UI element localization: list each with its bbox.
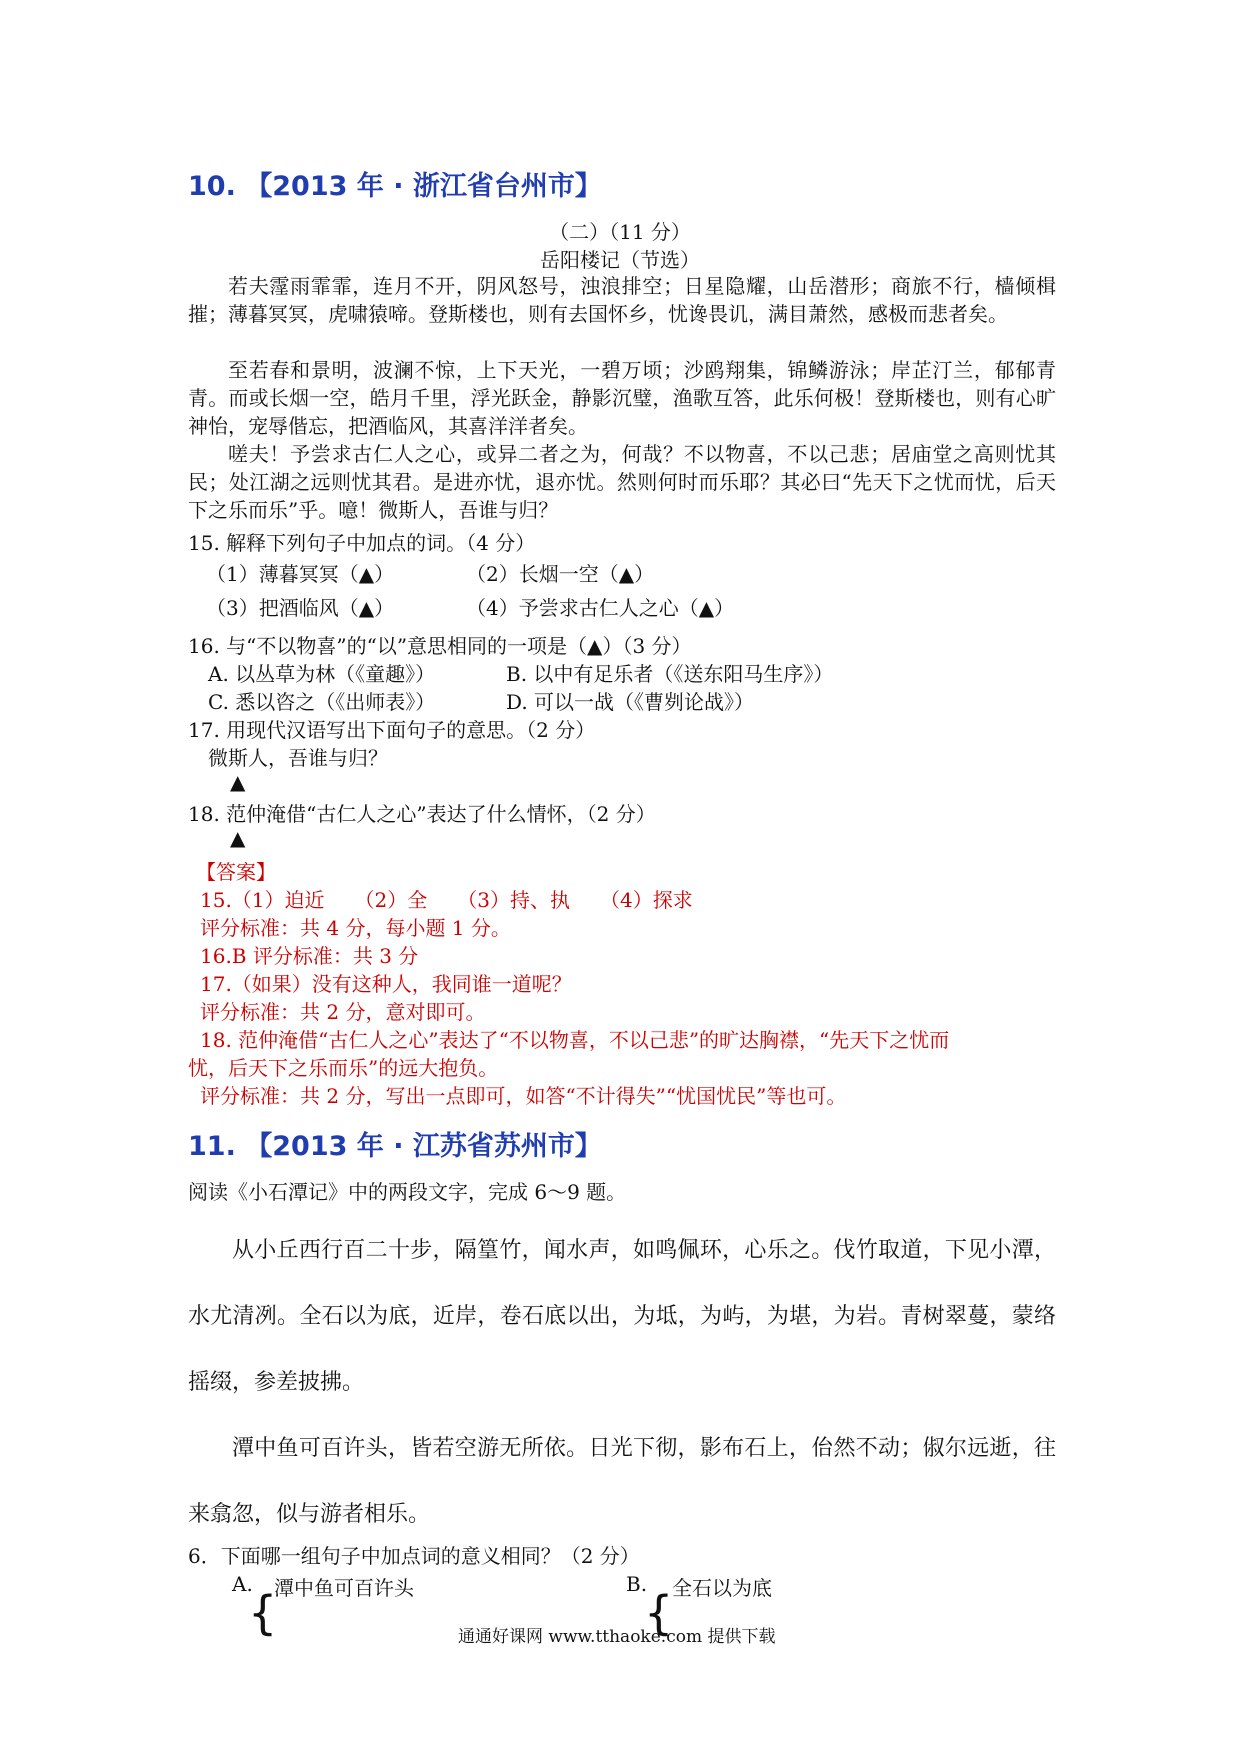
question-15-item-2: （2）长烟一空（▲） [466, 562, 655, 586]
section-11-title: 【2013 年 · 江苏省苏州市】 [245, 1131, 602, 1162]
question-6-option-a-text: 潭中鱼可百许头 [274, 1576, 414, 1600]
question-15-item-1: （1）薄暮冥冥（▲） [206, 562, 395, 586]
question-16-option-b: B. 以中有足乐者（《送东阳马生序》） [506, 662, 834, 686]
question-17-answer-blank: ▲ [230, 770, 246, 794]
question-16-option-a: A. 以丛草为林（《童趣》） [208, 662, 436, 686]
question-16-option-d: D. 可以一战（《曹刿论战》） [506, 690, 755, 714]
question-6-stem: 6．下面哪一组句子中加点词的意义相同？（2 分） [188, 1544, 640, 1568]
passage-paragraph-3: 嗟夫！予尝求古仁人之心，或异二者之为，何哉？不以物喜，不以己悲；居庙堂之高则忧其民；处江湖之远则忧其君。是进亦忧，退亦忧。然则何时而乐耶？其必曰“先天下之忧而忧，后天下之乐而乐”乎。噫！微斯人，吾谁与归？ [188, 442, 1056, 522]
question-15-item-3: （3）把酒临风（▲） [206, 596, 395, 620]
passage-title: 岳阳楼记（节选） [540, 248, 700, 272]
section-10-heading [188, 164, 602, 203]
answer-line-16: 16.B 评分标准：共 3 分 [200, 944, 419, 968]
section-11-heading [188, 1124, 602, 1163]
answer-label: 【答案】 [196, 860, 276, 884]
page-footer: 通通好课网 www.tthaoke.com 提供下载 [458, 1627, 776, 1647]
xiaoshitan-paragraph-2: 潭中鱼可百许头，皆若空游无所依。日光下彻，影布石上，佁然不动；俶尔远逝，往来翕忽，似与游者相乐。 [188, 1436, 1056, 1527]
answer-line-17: 17.（如果）没有这种人，我同谁一道呢？ [200, 972, 572, 996]
question-6-option-a-label: A. [232, 1572, 253, 1596]
answer-scoring-18: 评分标准：共 2 分，写出一点即可，如答“不计得失”“忧国忧民”等也可。 [200, 1084, 847, 1108]
section-11-intro: 阅读《小石潭记》中的两段文字，完成 6～9 题。 [188, 1180, 627, 1204]
answer-line-18a: 18. 范仲淹借“古仁人之心”表达了“不以物喜，不以己悲”的旷达胸襟，“先天下之忧而 [200, 1028, 950, 1052]
question-17-stem: 17. 用现代汉语写出下面句子的意思。（2 分） [188, 718, 596, 742]
xiaoshitan-paragraph-1: 从小丘西行百二十步，隔篁竹，闻水声，如鸣佩环，心乐之。伐竹取道，下见小潭，水尤清冽。全石以为底，近岸，卷石底以出，为坻，为屿，为堪，为岩。青树翠蔓，蒙络摇缀，参差披拂。 [188, 1238, 1056, 1395]
question-6-option-b-text: 全石以为底 [672, 1576, 772, 1600]
answer-line-15: 15.（1）迫近 （2）全 （3）持、执 （4）探求 [200, 888, 693, 912]
answer-scoring-17: 评分标准：共 2 分，意对即可。 [200, 1000, 486, 1024]
question-18-answer-blank: ▲ [230, 826, 246, 850]
section-10-number: 10. [188, 171, 236, 202]
question-17-sentence: 微斯人，吾谁与归？ [208, 746, 388, 770]
passage-paragraph-1: 若夫霪雨霏霏，连月不开，阴风怒号，浊浪排空；日星隐耀，山岳潜形；商旅不行，樯倾楫摧；薄暮冥冥，虎啸猿啼。登斯楼也，则有去国怀乡，忧谗畏讥，满目萧然，感极而悲者矣。 [188, 274, 1056, 326]
question-6-option-b-label: B. [626, 1572, 648, 1596]
section-11-number: 11. [188, 1131, 236, 1162]
section-10-title: 【2013 年 · 浙江省台州市】 [245, 171, 602, 202]
part-label: （二）（11 分） [549, 220, 691, 244]
question-15-stem: 15. 解释下列句子中加点的词。（4 分） [188, 531, 536, 555]
question-15-item-4: （4）予尝求古仁人之心（▲） [466, 596, 735, 620]
question-16-stem: 16. 与“不以物喜”的“以”意思相同的一项是（▲）（3 分） [188, 634, 692, 658]
question-18-stem: 18. 范仲淹借“古仁人之心”表达了什么情怀，（2 分） [188, 802, 656, 826]
question-16-option-c: C. 悉以咨之（《出师表》） [208, 690, 436, 714]
question-6-option-a-brace: { [248, 1586, 278, 1640]
answer-line-18b: 忧，后天下之乐而乐”的远大抱负。 [188, 1056, 499, 1080]
passage-paragraph-2: 至若春和景明，波澜不惊，上下天光，一碧万顷；沙鸥翔集，锦鳞游泳；岸芷汀兰，郁郁青青。而或长烟一空，皓月千里，浮光跃金，静影沉璧，渔歌互答，此乐何极！登斯楼也，则有心旷神怡，宠辱偕忘，把酒临风，其喜洋洋者矣。 [188, 358, 1056, 438]
question-6-option-b-brace: { [644, 1586, 674, 1640]
answer-scoring-15: 评分标准：共 4 分，每小题 1 分。 [200, 916, 511, 940]
